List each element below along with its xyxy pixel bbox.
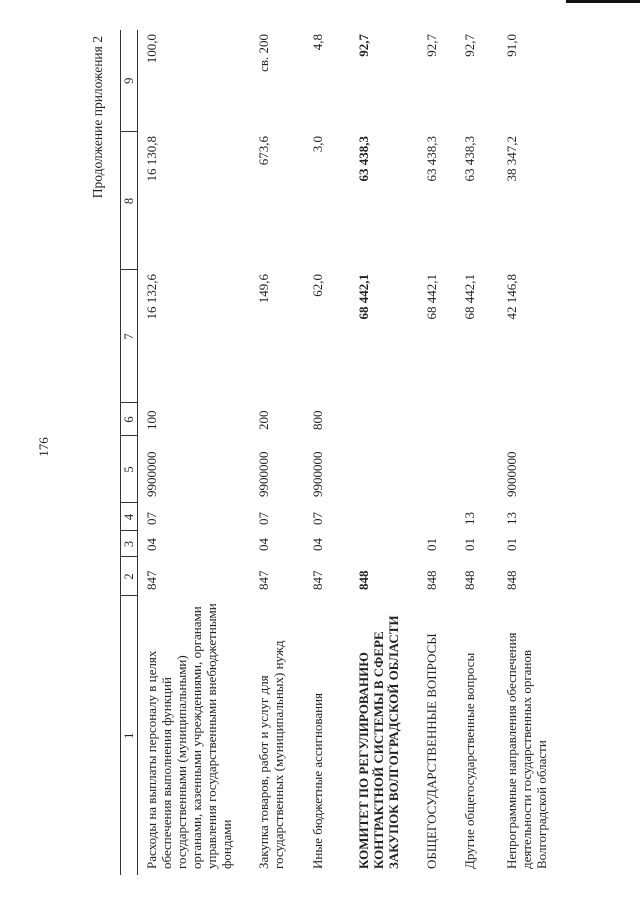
cell-code-section: 01: [504, 538, 519, 551]
cell-value-col8: 38 347,2: [504, 136, 519, 182]
table-row: [350, 30, 418, 875]
cell-code-target: 9900000: [256, 451, 271, 497]
column-header: 4: [121, 503, 138, 531]
cell-code-subsection: 07: [256, 512, 271, 525]
cell-code-subsection: 13: [462, 512, 477, 525]
cell-code-ministry: 848: [504, 570, 519, 590]
row-name: Закупка товаров, работ и услуг для государственных (муниципальных) нужд: [256, 640, 286, 869]
cell-code-target: 9900000: [310, 451, 325, 497]
table-row: [138, 30, 251, 875]
row-name: КОМИТЕТ ПО РЕГУЛИРОВАНИЮ КОНТРАКТНОЙ СИСТЕМЫ В СФЕРЕ ЗАКУПОК ВОЛГОГРАДСКОЙ ОБЛАСТИ: [356, 615, 401, 869]
cell-value-col9: 4,8: [310, 34, 325, 51]
row-name: ОБЩЕГОСУДАРСТВЕННЫЕ ВОПРОСЫ: [424, 633, 439, 869]
row-name: Расходы на выплаты персоналу в целях обеспечения выполнения функций государственными (муниципальными) органами, казенными учреждениями, органами управления государственными внебюджетными фондами: [144, 603, 234, 869]
cell-code-section: 01: [462, 538, 477, 551]
cell-code-ministry: 847: [310, 570, 325, 590]
cell-code-type: 200: [256, 410, 271, 430]
cell-code-type: [456, 403, 498, 436]
cell-code-subsection: 13: [504, 512, 519, 525]
cell-code-section: 04: [310, 538, 325, 551]
cell-code-type: 800: [310, 410, 325, 430]
cell-code-subsection: [418, 503, 456, 531]
cell-code-type: [418, 403, 456, 436]
cell-code-type: [498, 403, 570, 436]
cell-value-col7: 149,6: [256, 274, 271, 304]
page-number: 176: [36, 437, 51, 457]
cell-value-col9: 92,7: [424, 34, 439, 57]
cell-value-col7: 62,0: [310, 274, 325, 297]
cell-value-col8: 63 438,3: [462, 136, 477, 182]
cell-value-col7: 16 132,6: [144, 274, 159, 320]
row-name: Другие общегосударственные вопросы: [462, 652, 477, 869]
column-header: 5: [121, 436, 138, 503]
cell-code-type: 100: [144, 410, 159, 430]
cell-code-ministry: 848: [462, 570, 477, 590]
cell-value-col7: 68 442,1: [356, 274, 371, 320]
table-row: [304, 30, 350, 875]
column-header: 7: [121, 270, 138, 403]
cell-code-subsection: 07: [310, 512, 325, 525]
column-header: 1: [121, 596, 138, 875]
cell-code-ministry: 848: [424, 570, 439, 590]
cell-code-section: 04: [144, 538, 159, 551]
cell-code-ministry: 847: [144, 570, 159, 590]
cell-code-subsection: [350, 503, 418, 531]
column-header: 9: [121, 30, 138, 132]
cell-code-section: [350, 531, 418, 557]
budget-table: [120, 30, 570, 875]
row-name: Непрограммные направления обеспечения деятельности государственных органов Волгоградской области: [504, 632, 549, 869]
appendix-caption: Продолжение приложения 2: [90, 36, 105, 199]
table-header-row: [121, 30, 138, 875]
cell-code-target: [350, 436, 418, 503]
cell-value-col9: 100,0: [144, 34, 159, 64]
cell-value-col9: 91,0: [504, 34, 519, 57]
table-row: [418, 30, 456, 875]
cell-code-target: 9000000: [504, 451, 519, 497]
column-header: 6: [121, 403, 138, 436]
cell-value-col9: св. 200: [256, 34, 271, 72]
column-header: 2: [121, 557, 138, 596]
cell-value-col8: 63 438,3: [356, 136, 371, 182]
cell-value-col8: 3,0: [310, 136, 325, 153]
cell-value-col8: 16 130,8: [144, 136, 159, 182]
scan-edge-mark: [566, 0, 640, 3]
cell-value-col7: 68 442,1: [424, 274, 439, 320]
cell-code-section: 04: [256, 538, 271, 551]
cell-value-col8: 673,6: [256, 136, 271, 166]
cell-code-ministry: 848: [356, 570, 371, 590]
cell-code-ministry: 847: [256, 570, 271, 590]
cell-value-col8: 63 438,3: [424, 136, 439, 182]
cell-value-col7: 42 146,8: [504, 274, 519, 320]
table-row: [498, 30, 570, 875]
cell-code-target: [456, 436, 498, 503]
rotated-page-sheet: [88, 30, 576, 875]
cell-code-subsection: 07: [144, 512, 159, 525]
column-header: 3: [121, 531, 138, 557]
table-row: [250, 30, 304, 875]
column-header: 8: [121, 132, 138, 270]
cell-code-type: [350, 403, 418, 436]
cell-code-target: 9900000: [144, 451, 159, 497]
cell-code-section: 01: [424, 538, 439, 551]
row-name: Иные бюджетные ассигнования: [310, 692, 325, 869]
cell-value-col9: 92,7: [356, 34, 371, 57]
cell-value-col7: 68 442,1: [462, 274, 477, 320]
cell-code-target: [418, 436, 456, 503]
table-row: [456, 30, 498, 875]
cell-value-col9: 92,7: [462, 34, 477, 57]
